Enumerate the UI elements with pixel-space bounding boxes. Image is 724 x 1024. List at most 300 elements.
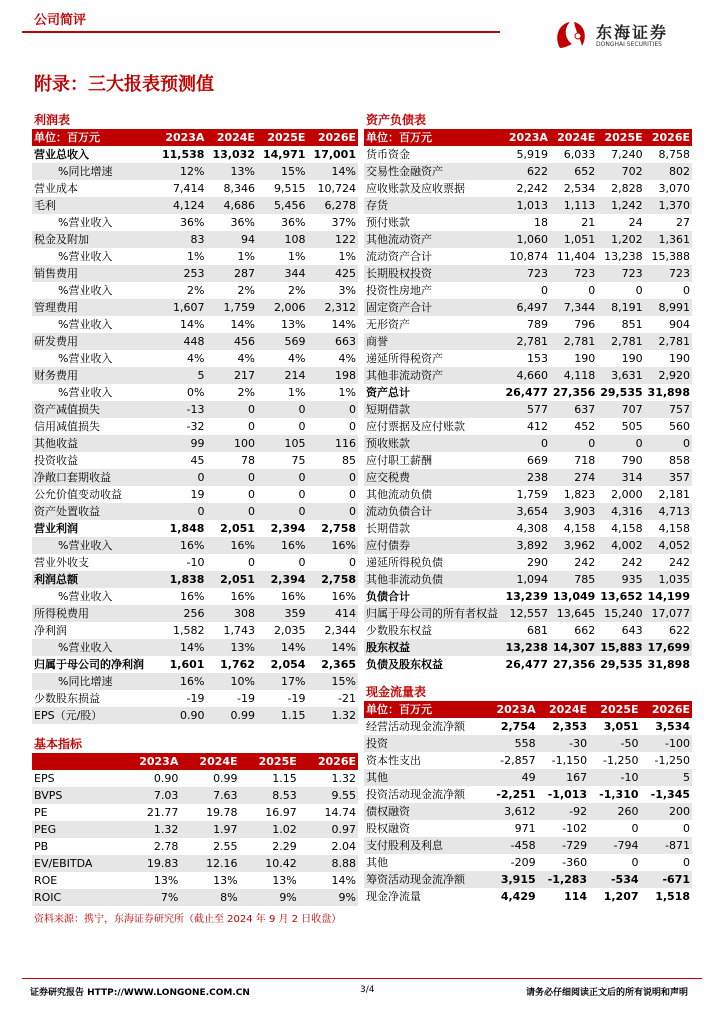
value-cell: 14.74 — [324, 806, 356, 819]
value-cell: 200 — [641, 803, 692, 820]
table-row — [364, 735, 692, 752]
table-row — [32, 673, 358, 690]
table-row — [32, 690, 358, 707]
value-cell: 29,535 — [600, 658, 643, 671]
value-cell: 122 — [307, 231, 358, 248]
table-header-row — [364, 701, 692, 718]
value-cell: 0 — [156, 503, 207, 520]
value-cell: 1,060 — [503, 231, 550, 248]
value-cell: 287 — [206, 265, 257, 282]
row-label: PEG — [32, 821, 120, 838]
table-row — [32, 872, 358, 889]
value-cell: 0 — [683, 856, 690, 869]
row-label: 负债合计 — [366, 590, 410, 603]
value-cell: 15,240 — [597, 605, 644, 622]
value-cell: 2,394 — [257, 571, 308, 588]
table-row — [364, 435, 692, 452]
table-header-row — [32, 753, 358, 770]
value-cell: 15% — [257, 163, 308, 180]
row-label: 其他流动负债 — [366, 488, 432, 501]
value-cell: 1% — [338, 386, 356, 399]
value-cell: 100 — [206, 435, 257, 452]
value-cell: 4,308 — [516, 522, 548, 535]
value-cell: 1.32 — [331, 772, 356, 785]
value-cell: 2% — [237, 386, 255, 399]
table-row — [32, 248, 358, 265]
value-cell: -534 — [589, 871, 640, 888]
value-cell: 0 — [635, 284, 643, 297]
value-cell: 0.90 — [156, 707, 207, 724]
value-cell: 0 — [307, 503, 358, 520]
row-label: 其他收益 — [32, 435, 156, 452]
value-cell: -13 — [156, 401, 207, 418]
value-cell: 2,000 — [611, 488, 643, 501]
value-cell: 8,191 — [597, 299, 644, 316]
value-cell: 260 — [589, 803, 640, 820]
table-row — [32, 180, 358, 197]
table-header-row — [32, 129, 358, 146]
value-cell: 4,158 — [563, 522, 596, 535]
value-cell: 2,242 — [516, 182, 548, 195]
value-cell: 29,535 — [600, 386, 643, 399]
value-cell: 790 — [621, 454, 643, 467]
value-cell: 723 — [597, 265, 644, 282]
value-cell: 17,699 — [645, 639, 692, 656]
row-label: %营业收入 — [58, 352, 113, 365]
header-cell: 单位：百万元 — [364, 701, 486, 718]
value-cell: 1,762 — [220, 658, 255, 671]
value-cell: 1% — [288, 386, 306, 399]
value-cell: 2,781 — [645, 333, 692, 350]
table-row — [32, 571, 358, 588]
value-cell: 663 — [307, 333, 358, 350]
value-cell: 85 — [342, 454, 356, 467]
value-cell: 19 — [190, 488, 205, 501]
value-cell: 16% — [156, 673, 207, 690]
value-cell: -2,251 — [496, 788, 536, 801]
value-cell: 9,515 — [273, 182, 306, 195]
value-cell: 412 — [526, 420, 548, 433]
value-cell: 652 — [550, 163, 597, 180]
value-cell: 1,202 — [597, 231, 644, 248]
value-cell: 425 — [307, 265, 358, 282]
value-cell: -19 — [287, 692, 306, 705]
value-cell: 0.90 — [153, 772, 179, 785]
table-title: 资产负债表 — [366, 113, 427, 127]
value-cell: 105 — [257, 435, 308, 452]
value-cell: 12% — [156, 163, 207, 180]
row-label: 营业外收支 — [34, 556, 89, 569]
value-cell: 4,316 — [597, 503, 644, 520]
value-cell: 16% — [180, 590, 205, 603]
value-cell: 1,370 — [645, 197, 692, 214]
row-label: %营业收入 — [32, 537, 156, 554]
table-row — [364, 146, 692, 163]
row-label: %营业收入 — [58, 284, 113, 297]
value-cell: 0 — [257, 401, 308, 418]
value-cell: 8% — [180, 889, 239, 906]
value-cell: 14% — [331, 318, 356, 331]
header-cell: 2023A — [486, 701, 537, 718]
row-label: 少数股东权益 — [366, 624, 432, 637]
value-cell: -10 — [589, 769, 640, 786]
value-cell: -671 — [641, 871, 692, 888]
row-label: 净敞口套期收益 — [32, 469, 156, 486]
table-row — [32, 282, 358, 299]
value-cell: 643 — [621, 624, 643, 637]
row-label: EPS — [34, 772, 55, 785]
row-label: %同比增速 — [32, 673, 156, 690]
row-label: 存货 — [364, 197, 503, 214]
header-cell: 2025E — [240, 753, 299, 770]
header-cell: 单位：百万元 — [364, 129, 503, 146]
balance-sheet-table — [364, 112, 692, 673]
value-cell: 0 — [206, 401, 257, 418]
value-cell: 11,538 — [162, 148, 205, 161]
table-row — [32, 418, 358, 435]
value-cell: 6,278 — [307, 197, 358, 214]
value-cell: 14,307 — [550, 639, 597, 656]
row-label: 其他非流动资产 — [364, 367, 503, 384]
value-cell: 2,051 — [206, 571, 257, 588]
value-cell: 13,238 — [503, 639, 550, 656]
value-cell: 0 — [588, 284, 596, 297]
row-label: 归属于母公司的净利润 — [34, 658, 144, 671]
value-cell: 1,361 — [645, 231, 692, 248]
value-cell: 1,035 — [645, 571, 692, 588]
logo-name: 东海证券 — [596, 23, 669, 42]
row-label: 销售费用 — [32, 265, 156, 282]
header-cell: 2024E — [180, 753, 239, 770]
row-label: 应付职工薪酬 — [366, 454, 432, 467]
value-cell: -1,013 — [547, 788, 588, 801]
row-label: 股东权益 — [364, 639, 503, 656]
value-cell: 27,356 — [552, 658, 596, 671]
row-label: 归属于母公司的所有者权益 — [364, 605, 503, 622]
value-cell: 2,181 — [658, 488, 690, 501]
value-cell: 681 — [526, 624, 548, 637]
value-cell: 9.55 — [299, 787, 358, 804]
table-row — [32, 588, 358, 605]
value-cell: -10 — [186, 556, 205, 569]
value-cell: 21 — [581, 216, 596, 229]
value-cell: 8,991 — [645, 299, 692, 316]
value-cell: -1,250 — [654, 754, 690, 767]
value-cell: 14% — [230, 318, 255, 331]
table-row — [32, 889, 358, 906]
value-cell: 2,394 — [270, 522, 306, 535]
value-cell: 3,892 — [503, 537, 550, 554]
value-cell: 1,113 — [550, 197, 597, 214]
table-row — [364, 571, 692, 588]
value-cell: 26,477 — [505, 386, 548, 399]
value-cell: 3,654 — [503, 503, 550, 520]
header-cell: 2024E — [550, 129, 597, 146]
row-label: 资产总计 — [366, 386, 410, 399]
row-label: 经营活动现金流净额 — [366, 720, 465, 733]
value-cell: 1,743 — [223, 624, 255, 637]
value-cell: 6,497 — [503, 299, 550, 316]
table-row — [364, 350, 692, 367]
value-cell: 16% — [257, 537, 308, 554]
row-label: 其他流动资产 — [364, 231, 503, 248]
value-cell: 238 — [503, 469, 550, 486]
table-row — [32, 838, 358, 855]
table-row — [364, 214, 692, 231]
value-cell: 0 — [247, 556, 255, 569]
value-cell: 21.77 — [146, 806, 179, 819]
value-cell: -794 — [589, 837, 640, 854]
header-cell: 单位：百万元 — [32, 129, 156, 146]
value-cell: 0 — [206, 503, 257, 520]
value-cell: 217 — [206, 367, 257, 384]
row-label: 股权融资 — [366, 822, 410, 835]
value-cell: 14,199 — [647, 590, 690, 603]
row-label: 固定资产合计 — [364, 299, 503, 316]
value-cell: 0 — [257, 469, 308, 486]
value-cell: 2,344 — [324, 624, 356, 637]
value-cell: 0 — [298, 488, 306, 501]
value-cell: 1.15 — [272, 772, 297, 785]
row-label: 短期借款 — [364, 401, 503, 418]
row-label: 长期股权投资 — [364, 265, 503, 282]
value-cell: 3,070 — [658, 182, 690, 195]
value-cell: 2,920 — [645, 367, 692, 384]
value-cell: 344 — [257, 265, 308, 282]
value-cell: 2.55 — [213, 840, 238, 853]
value-cell: 904 — [669, 318, 690, 331]
row-label: 货币资金 — [366, 148, 410, 161]
value-cell: 2,828 — [611, 182, 643, 195]
value-cell: 15% — [307, 673, 358, 690]
report-type-label: 公司简评 — [34, 13, 87, 28]
value-cell: 24 — [628, 216, 643, 229]
table-row — [364, 605, 692, 622]
value-cell: 0 — [206, 469, 257, 486]
value-cell: 13% — [281, 318, 306, 331]
value-cell: 3,051 — [603, 720, 639, 733]
table-title: 现金流量表 — [366, 685, 427, 699]
value-cell: 14,971 — [263, 148, 306, 161]
value-cell: 13% — [272, 874, 297, 887]
value-cell: 16% — [281, 590, 306, 603]
value-cell: 16% — [230, 590, 255, 603]
row-label: 投资 — [364, 735, 486, 752]
value-cell: 4% — [288, 352, 306, 365]
value-cell: -729 — [538, 837, 589, 854]
value-cell: 9% — [240, 889, 299, 906]
value-cell: 0 — [307, 469, 358, 486]
value-cell: -360 — [562, 856, 588, 869]
value-cell: 15,883 — [597, 639, 644, 656]
row-label: 其他 — [366, 856, 388, 869]
value-cell: 4,124 — [156, 197, 207, 214]
value-cell: 198 — [307, 367, 358, 384]
row-label: 营业总收入 — [34, 148, 89, 161]
value-cell: 4% — [338, 352, 356, 365]
value-cell: 4% — [187, 352, 205, 365]
value-cell: 2,054 — [270, 658, 306, 671]
table-row — [364, 248, 692, 265]
value-cell: 114 — [564, 890, 588, 903]
footer-left: 证券研究报告 HTTP://WWW.LONGONE.COM.CN — [30, 988, 250, 998]
table-row — [32, 520, 358, 537]
row-label: 流动负债合计 — [364, 503, 503, 520]
value-cell: 17,001 — [313, 148, 356, 161]
row-label: 税金及附加 — [32, 231, 156, 248]
value-cell: -50 — [589, 735, 640, 752]
value-cell: 167 — [538, 769, 589, 786]
value-cell: 858 — [669, 454, 690, 467]
row-label: EPS（元/股） — [32, 707, 156, 724]
header-cell: 2024E — [538, 701, 589, 718]
table-row — [364, 537, 692, 554]
logo-subtitle: DONGHAI SECURITIES — [596, 41, 662, 48]
table-row — [32, 537, 358, 554]
row-label: 营业利润 — [34, 522, 78, 535]
data-source-note: 资料来源：携宁，东海证券研究所（截止至 2024 年 9 月 2 日收盘） — [34, 914, 342, 925]
row-label: 财务费用 — [32, 367, 156, 384]
table-row — [364, 163, 692, 180]
row-label: 资产处置收益 — [32, 503, 156, 520]
value-cell: 414 — [307, 605, 358, 622]
table-row — [364, 384, 692, 401]
row-label: %营业收入 — [58, 318, 113, 331]
value-cell: -458 — [486, 837, 537, 854]
value-cell: 0 — [247, 488, 255, 501]
value-cell: -2,857 — [500, 754, 536, 767]
value-cell: 1,759 — [516, 488, 548, 501]
header-cell: 2026E — [307, 129, 358, 146]
table-row — [364, 588, 692, 605]
value-cell: 14% — [331, 874, 356, 887]
value-cell: 1,013 — [503, 197, 550, 214]
table-row — [364, 752, 692, 769]
value-cell: 569 — [257, 333, 308, 350]
value-cell: 1,823 — [563, 488, 596, 501]
header-cell: 2026E — [299, 753, 358, 770]
value-cell: 11,404 — [556, 250, 596, 263]
value-cell: 1.32 — [120, 821, 181, 838]
value-cell: -92 — [538, 803, 589, 820]
value-cell: 1.32 — [307, 707, 358, 724]
value-cell: 456 — [206, 333, 257, 350]
table-row — [364, 656, 692, 673]
value-cell: 1,607 — [156, 299, 207, 316]
value-cell: 558 — [486, 735, 537, 752]
value-cell: 13,049 — [552, 590, 596, 603]
value-cell: 669 — [526, 454, 548, 467]
value-cell: 7.63 — [180, 787, 239, 804]
value-cell: 3% — [338, 284, 356, 297]
table-row — [32, 401, 358, 418]
value-cell: 190 — [669, 352, 690, 365]
table-row — [32, 146, 358, 163]
table-row — [32, 163, 358, 180]
value-cell: 256 — [156, 605, 207, 622]
value-cell: 0 — [247, 420, 255, 433]
value-cell: 242 — [574, 556, 596, 569]
value-cell: 0 — [597, 435, 644, 452]
value-cell: 7% — [120, 889, 181, 906]
value-cell: 702 — [597, 163, 644, 180]
value-cell: 1% — [237, 250, 255, 263]
value-cell: 7,240 — [611, 148, 643, 161]
value-cell: 15,388 — [651, 250, 690, 263]
value-cell: 2% — [237, 284, 255, 297]
row-label: %营业收入 — [58, 250, 113, 263]
value-cell: 4,713 — [645, 503, 692, 520]
value-cell: 13% — [206, 163, 257, 180]
value-cell: 27 — [676, 216, 690, 229]
row-label: 投资活动现金流净额 — [366, 788, 465, 801]
value-cell: 10,724 — [317, 182, 356, 195]
value-cell: -32 — [186, 420, 205, 433]
table-row — [364, 888, 692, 905]
value-cell: 49 — [486, 769, 537, 786]
value-cell: 5 — [641, 769, 692, 786]
value-cell: 190 — [574, 352, 596, 365]
value-cell: 2,534 — [563, 182, 596, 195]
footer-divider — [22, 978, 702, 979]
value-cell: 7.03 — [120, 787, 181, 804]
value-cell: 314 — [597, 469, 644, 486]
value-cell: 718 — [574, 454, 596, 467]
value-cell: 2.78 — [153, 840, 179, 853]
value-cell: 13,652 — [600, 590, 643, 603]
value-cell: 0 — [683, 822, 690, 835]
table-row — [32, 265, 358, 282]
table-row — [364, 299, 692, 316]
table-row — [32, 231, 358, 248]
table-row — [364, 469, 692, 486]
table-row — [364, 333, 692, 350]
table-row — [32, 384, 358, 401]
value-cell: 1,242 — [597, 197, 644, 214]
value-cell: 94 — [206, 231, 257, 248]
value-cell: 4,429 — [500, 890, 536, 903]
value-cell: 9% — [299, 889, 358, 906]
table-row — [32, 821, 358, 838]
value-cell: 18 — [533, 216, 548, 229]
value-cell: 10% — [206, 673, 257, 690]
value-cell: 2,051 — [220, 522, 255, 535]
value-cell: 17,077 — [645, 605, 692, 622]
row-label: 负债及股东权益 — [366, 658, 443, 671]
value-cell: 12,557 — [503, 605, 550, 622]
value-cell: 5,919 — [516, 148, 548, 161]
value-cell: 1.97 — [180, 821, 239, 838]
row-label: 资产减值损失 — [32, 401, 156, 418]
value-cell: 0 — [631, 822, 639, 835]
page-number: 3/4 — [360, 985, 375, 995]
value-cell: 1,051 — [550, 231, 597, 248]
row-label: 应收账款及应收票据 — [366, 182, 465, 195]
value-cell: 153 — [526, 352, 548, 365]
value-cell: 2,781 — [550, 333, 597, 350]
header-cell: 2024E — [206, 129, 257, 146]
table-row — [364, 854, 692, 871]
value-cell: -871 — [641, 837, 692, 854]
value-cell: 560 — [669, 420, 690, 433]
value-cell: 4,660 — [503, 367, 550, 384]
row-label: %营业收入 — [58, 590, 113, 603]
value-cell: 723 — [645, 265, 692, 282]
value-cell: 851 — [621, 318, 643, 331]
value-cell: 274 — [550, 469, 597, 486]
value-cell: 99 — [156, 435, 207, 452]
table-row — [364, 837, 692, 854]
